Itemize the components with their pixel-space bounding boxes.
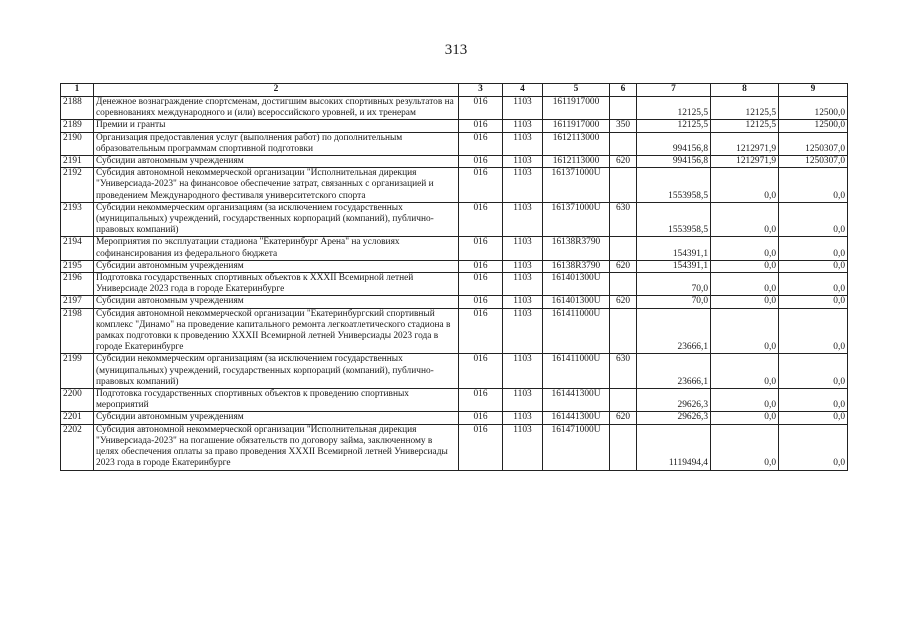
row-name: Субсидии некоммерческим организациям (за исключением государственных (муниципальных) учреждений, государственных корпораций (компаний), публично-правовых компаний) <box>94 202 459 237</box>
row-number: 2199 <box>61 354 94 389</box>
table-row <box>61 308 848 354</box>
section-code: 1103 <box>503 389 543 412</box>
ministry-code: 016 <box>459 202 503 237</box>
ministry-code: 016 <box>459 132 503 155</box>
section-code: 1103 <box>503 308 543 354</box>
amount-year-3: 1250307,0 <box>779 156 848 168</box>
amount-year-2: 0,0 <box>711 260 779 272</box>
expense-type-code <box>610 168 637 203</box>
table-row <box>61 132 848 155</box>
row-name: Денежное вознаграждение спортсменам, достигшим высоких спортивных результатов на соревнованиях международного и (или) всероссийского уровней, и их тренерам <box>94 97 459 120</box>
table-row <box>61 424 848 470</box>
row-number: 2196 <box>61 273 94 296</box>
target-article-code: 161441300U <box>543 412 610 424</box>
amount-year-3: 0,0 <box>779 308 848 354</box>
target-article-code: 161401300U <box>543 273 610 296</box>
expense-type-code <box>610 308 637 354</box>
row-number: 2197 <box>61 296 94 308</box>
ministry-code: 016 <box>459 273 503 296</box>
amount-year-3: 12500,0 <box>779 120 848 132</box>
column-header: 8 <box>711 84 779 97</box>
ministry-code: 016 <box>459 412 503 424</box>
ministry-code: 016 <box>459 168 503 203</box>
expense-type-code <box>610 424 637 470</box>
column-header: 6 <box>610 84 637 97</box>
target-article-code: 1611917000 <box>543 120 610 132</box>
section-code: 1103 <box>503 296 543 308</box>
amount-year-3: 0,0 <box>779 412 848 424</box>
target-article-code: 161371000U <box>543 202 610 237</box>
amount-year-2: 0,0 <box>711 354 779 389</box>
ministry-code: 016 <box>459 120 503 132</box>
expense-type-code: 620 <box>610 412 637 424</box>
row-name: Премии и гранты <box>94 120 459 132</box>
section-code: 1103 <box>503 120 543 132</box>
row-name: Субсидии автономным учреждениям <box>94 260 459 272</box>
amount-year-1: 70,0 <box>637 273 711 296</box>
row-name: Субсидия автономной некоммерческой организации "Исполнительная дирекция "Универсиада-2023" на финансовое обеспечение затрат, связанных с организацией и проведением Международного фестиваля университетского спорта <box>94 168 459 203</box>
row-number: 2188 <box>61 97 94 120</box>
amount-year-3: 12500,0 <box>779 97 848 120</box>
ministry-code: 016 <box>459 260 503 272</box>
table-row <box>61 237 848 260</box>
target-article-code: 161441300U <box>543 389 610 412</box>
table-body <box>61 97 848 471</box>
section-code: 1103 <box>503 237 543 260</box>
table-row <box>61 97 848 120</box>
amount-year-3: 1250307,0 <box>779 132 848 155</box>
amount-year-3: 0,0 <box>779 168 848 203</box>
amount-year-2: 1212971,9 <box>711 132 779 155</box>
ministry-code: 016 <box>459 424 503 470</box>
row-number: 2190 <box>61 132 94 155</box>
row-name: Организация предоставления услуг (выполнения работ) по дополнительным образовательным программам спортивной подготовки <box>94 132 459 155</box>
amount-year-1: 12125,5 <box>637 97 711 120</box>
section-code: 1103 <box>503 424 543 470</box>
target-article-code: 161411000U <box>543 354 610 389</box>
amount-year-3: 0,0 <box>779 424 848 470</box>
table-row <box>61 354 848 389</box>
ministry-code: 016 <box>459 308 503 354</box>
amount-year-2: 12125,5 <box>711 120 779 132</box>
target-article-code: 16138R3790 <box>543 237 610 260</box>
target-article-code: 161401300U <box>543 296 610 308</box>
section-code: 1103 <box>503 168 543 203</box>
ministry-code: 016 <box>459 156 503 168</box>
amount-year-2: 0,0 <box>711 202 779 237</box>
target-article-code: 1612113000 <box>543 156 610 168</box>
amount-year-2: 0,0 <box>711 389 779 412</box>
amount-year-2: 0,0 <box>711 273 779 296</box>
row-number: 2198 <box>61 308 94 354</box>
column-header: 3 <box>459 84 503 97</box>
amount-year-1: 12125,5 <box>637 120 711 132</box>
row-number: 2201 <box>61 412 94 424</box>
section-code: 1103 <box>503 97 543 120</box>
target-article-code: 1611917000 <box>543 97 610 120</box>
amount-year-3: 0,0 <box>779 237 848 260</box>
amount-year-1: 994156,8 <box>637 132 711 155</box>
section-code: 1103 <box>503 260 543 272</box>
row-number: 2202 <box>61 424 94 470</box>
expense-type-code <box>610 237 637 260</box>
column-header: 7 <box>637 84 711 97</box>
target-article-code: 161371000U <box>543 168 610 203</box>
expense-type-code: 620 <box>610 296 637 308</box>
page-number: 313 <box>444 42 468 58</box>
expense-type-code: 350 <box>610 120 637 132</box>
amount-year-3: 0,0 <box>779 296 848 308</box>
row-number: 2195 <box>61 260 94 272</box>
amount-year-1: 1553958,5 <box>637 202 711 237</box>
budget-table <box>60 83 848 471</box>
expense-type-code <box>610 97 637 120</box>
column-header: 2 <box>94 84 459 97</box>
expense-type-code <box>610 132 637 155</box>
target-article-code: 16138R3790 <box>543 260 610 272</box>
section-code: 1103 <box>503 132 543 155</box>
row-name: Субсидии автономным учреждениям <box>94 156 459 168</box>
amount-year-1: 29626,3 <box>637 412 711 424</box>
amount-year-1: 70,0 <box>637 296 711 308</box>
table-row <box>61 389 848 412</box>
header-row <box>61 84 848 97</box>
expense-type-code: 620 <box>610 156 637 168</box>
table-row <box>61 412 848 424</box>
row-number: 2193 <box>61 202 94 237</box>
expense-type-code: 630 <box>610 354 637 389</box>
row-name: Субсидии некоммерческим организациям (за исключением государственных (муниципальных) учреждений, государственных корпораций (компаний), публично-правовых компаний) <box>94 354 459 389</box>
expense-type-code: 630 <box>610 202 637 237</box>
row-name: Субсидии автономным учреждениям <box>94 412 459 424</box>
table-row <box>61 202 848 237</box>
row-number: 2194 <box>61 237 94 260</box>
amount-year-2: 0,0 <box>711 412 779 424</box>
row-name: Подготовка государственных спортивных объектов к проведению спортивных мероприятий <box>94 389 459 412</box>
table-row <box>61 296 848 308</box>
amount-year-1: 1119494,4 <box>637 424 711 470</box>
target-article-code: 161471000U <box>543 424 610 470</box>
ministry-code: 016 <box>459 296 503 308</box>
table-row <box>61 260 848 272</box>
amount-year-3: 0,0 <box>779 202 848 237</box>
expense-type-code: 620 <box>610 260 637 272</box>
ministry-code: 016 <box>459 237 503 260</box>
expense-type-code <box>610 389 637 412</box>
amount-year-2: 1212971,9 <box>711 156 779 168</box>
amount-year-1: 23666,1 <box>637 308 711 354</box>
amount-year-1: 23666,1 <box>637 354 711 389</box>
row-number: 2192 <box>61 168 94 203</box>
amount-year-1: 1553958,5 <box>637 168 711 203</box>
section-code: 1103 <box>503 273 543 296</box>
amount-year-3: 0,0 <box>779 273 848 296</box>
column-header: 9 <box>779 84 848 97</box>
expense-type-code <box>610 273 637 296</box>
section-code: 1103 <box>503 412 543 424</box>
amount-year-1: 994156,8 <box>637 156 711 168</box>
row-name: Субсидии автономным учреждениям <box>94 296 459 308</box>
row-name: Мероприятия по эксплуатации стадиона "Екатеринбург Арена" на условиях софинансирования из федерального бюджета <box>94 237 459 260</box>
ministry-code: 016 <box>459 389 503 412</box>
amount-year-3: 0,0 <box>779 260 848 272</box>
table-row <box>61 120 848 132</box>
ministry-code: 016 <box>459 354 503 389</box>
table-row <box>61 156 848 168</box>
row-number: 2200 <box>61 389 94 412</box>
section-code: 1103 <box>503 156 543 168</box>
row-name: Субсидия автономной некоммерческой организации "Исполнительная дирекция "Универсиада-2023" на погашение обязательств по договору займа, заключенному в целях обеспечения оплаты за право проведения XXXII Всемирной летней Универсиады 2023 года в городе Екатеринбурге <box>94 424 459 470</box>
row-name: Субсидия автономной некоммерческой организации "Екатеринбургский спортивный комплекс "Динамо" на проведение капитального ремонта легкоатлетического стадиона в рамках подготовки к проведению XXXII Всемирной летней Универсиады 2023 года в городе Екатеринбурге <box>94 308 459 354</box>
ministry-code: 016 <box>459 97 503 120</box>
column-header: 1 <box>61 84 94 97</box>
section-code: 1103 <box>503 354 543 389</box>
row-number: 2189 <box>61 120 94 132</box>
amount-year-3: 0,0 <box>779 354 848 389</box>
amount-year-3: 0,0 <box>779 389 848 412</box>
amount-year-1: 154391,1 <box>637 237 711 260</box>
amount-year-2: 0,0 <box>711 296 779 308</box>
row-name: Подготовка государственных спортивных объектов к XXXII Всемирной летней Универсиаде 2023 года в городе Екатеринбурге <box>94 273 459 296</box>
section-code: 1103 <box>503 202 543 237</box>
table-row <box>61 168 848 203</box>
target-article-code: 161411000U <box>543 308 610 354</box>
row-number: 2191 <box>61 156 94 168</box>
amount-year-2: 0,0 <box>711 308 779 354</box>
amount-year-2: 12125,5 <box>711 97 779 120</box>
amount-year-2: 0,0 <box>711 424 779 470</box>
table-row <box>61 273 848 296</box>
amount-year-2: 0,0 <box>711 168 779 203</box>
column-header: 4 <box>503 84 543 97</box>
amount-year-2: 0,0 <box>711 237 779 260</box>
amount-year-1: 154391,1 <box>637 260 711 272</box>
amount-year-1: 29626,3 <box>637 389 711 412</box>
column-header: 5 <box>543 84 610 97</box>
target-article-code: 1612113000 <box>543 132 610 155</box>
